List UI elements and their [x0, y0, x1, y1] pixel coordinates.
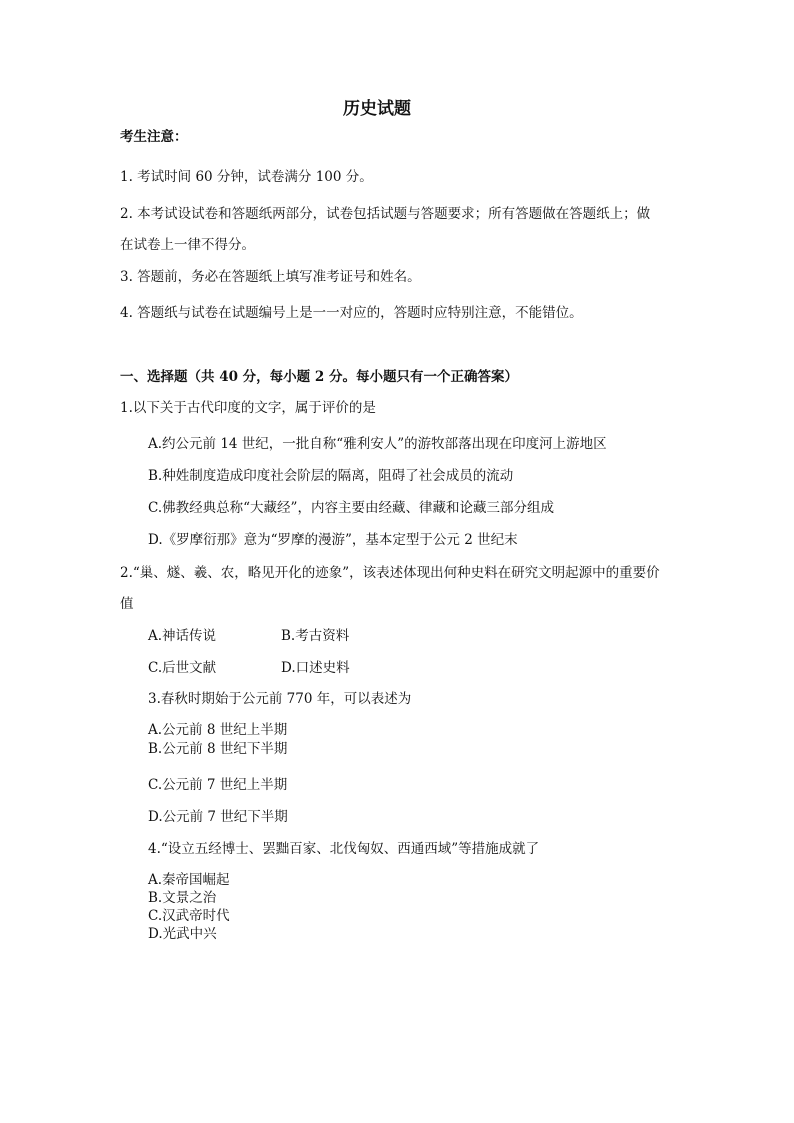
question-2-option-b: B.考古资料 — [281, 628, 350, 644]
notice-item-3: 3. 答题前，务必在答题纸上填写准考证号和姓名。 — [120, 269, 421, 285]
question-4-stem: 4.“设立五经博士、罢黜百家、北伐匈奴、西通西域”等措施成就了 — [148, 841, 540, 857]
question-2-stem: 2.“巢、燧、羲、农，略见开化的迹象”，该表述体现出何种史料在研究文明起源中的重要价 — [120, 565, 660, 581]
section-heading: 一、选择题（共 40 分，每小题 2 分。每小题只有一个正确答案） — [120, 369, 518, 385]
question-2-option-c: C.后世文献 — [148, 660, 217, 676]
question-4-option-a: A.秦帝国崛起 — [148, 872, 230, 888]
notice-item-4: 4. 答题纸与试卷在试题编号上是一一对应的，答题时应特别注意，不能错位。 — [120, 305, 583, 321]
question-4-option-d: D.光武中兴 — [148, 926, 217, 942]
question-2-option-a: A.神话传说 — [148, 628, 217, 644]
page-title: 历史试题 — [343, 99, 411, 119]
question-3-option-c: C.公元前 7 世纪上半期 — [148, 777, 288, 793]
question-3-stem: 3.春秋时期始于公元前 770 年，可以表述为 — [148, 691, 412, 707]
notice-item-2-cont: 在试卷上一律不得分。 — [120, 237, 255, 253]
notice-item-2: 2. 本考试设试卷和答题纸两部分，试卷包括试题与答题要求；所有答题做在答题纸上；做 — [120, 206, 651, 222]
question-3-option-a: A.公元前 8 世纪上半期 — [148, 722, 288, 738]
question-1-option-c: C.佛教经典总称“大藏经”，内容主要由经藏、律藏和论藏三部分组成 — [148, 500, 554, 516]
question-3-option-d: D.公元前 7 世纪下半期 — [148, 809, 288, 825]
question-3-option-b: B.公元前 8 世纪下半期 — [148, 741, 288, 757]
notice-item-1: 1. 考试时间 60 分钟，试卷满分 100 分。 — [120, 169, 373, 185]
question-4-option-b: B.文景之治 — [148, 890, 217, 906]
question-2-stem-cont: 值 — [120, 596, 134, 612]
question-1-option-a: A.约公元前 14 世纪，一批自称“雅利安人”的游牧部落出现在印度河上游地区 — [148, 436, 607, 452]
question-1-option-b: B.种姓制度造成印度社会阶层的隔离，阻碍了社会成员的流动 — [148, 468, 514, 484]
question-1-stem: 1.以下关于古代印度的文字，属于评价的是 — [120, 400, 376, 416]
question-1-option-d: D.《罗摩衍那》意为“罗摩的漫游”，基本定型于公元 2 世纪末 — [148, 532, 518, 548]
question-4-option-c: C.汉武帝时代 — [148, 908, 230, 924]
question-2-option-d: D.口述史料 — [281, 660, 350, 676]
notice-heading: 考生注意： — [120, 129, 188, 145]
